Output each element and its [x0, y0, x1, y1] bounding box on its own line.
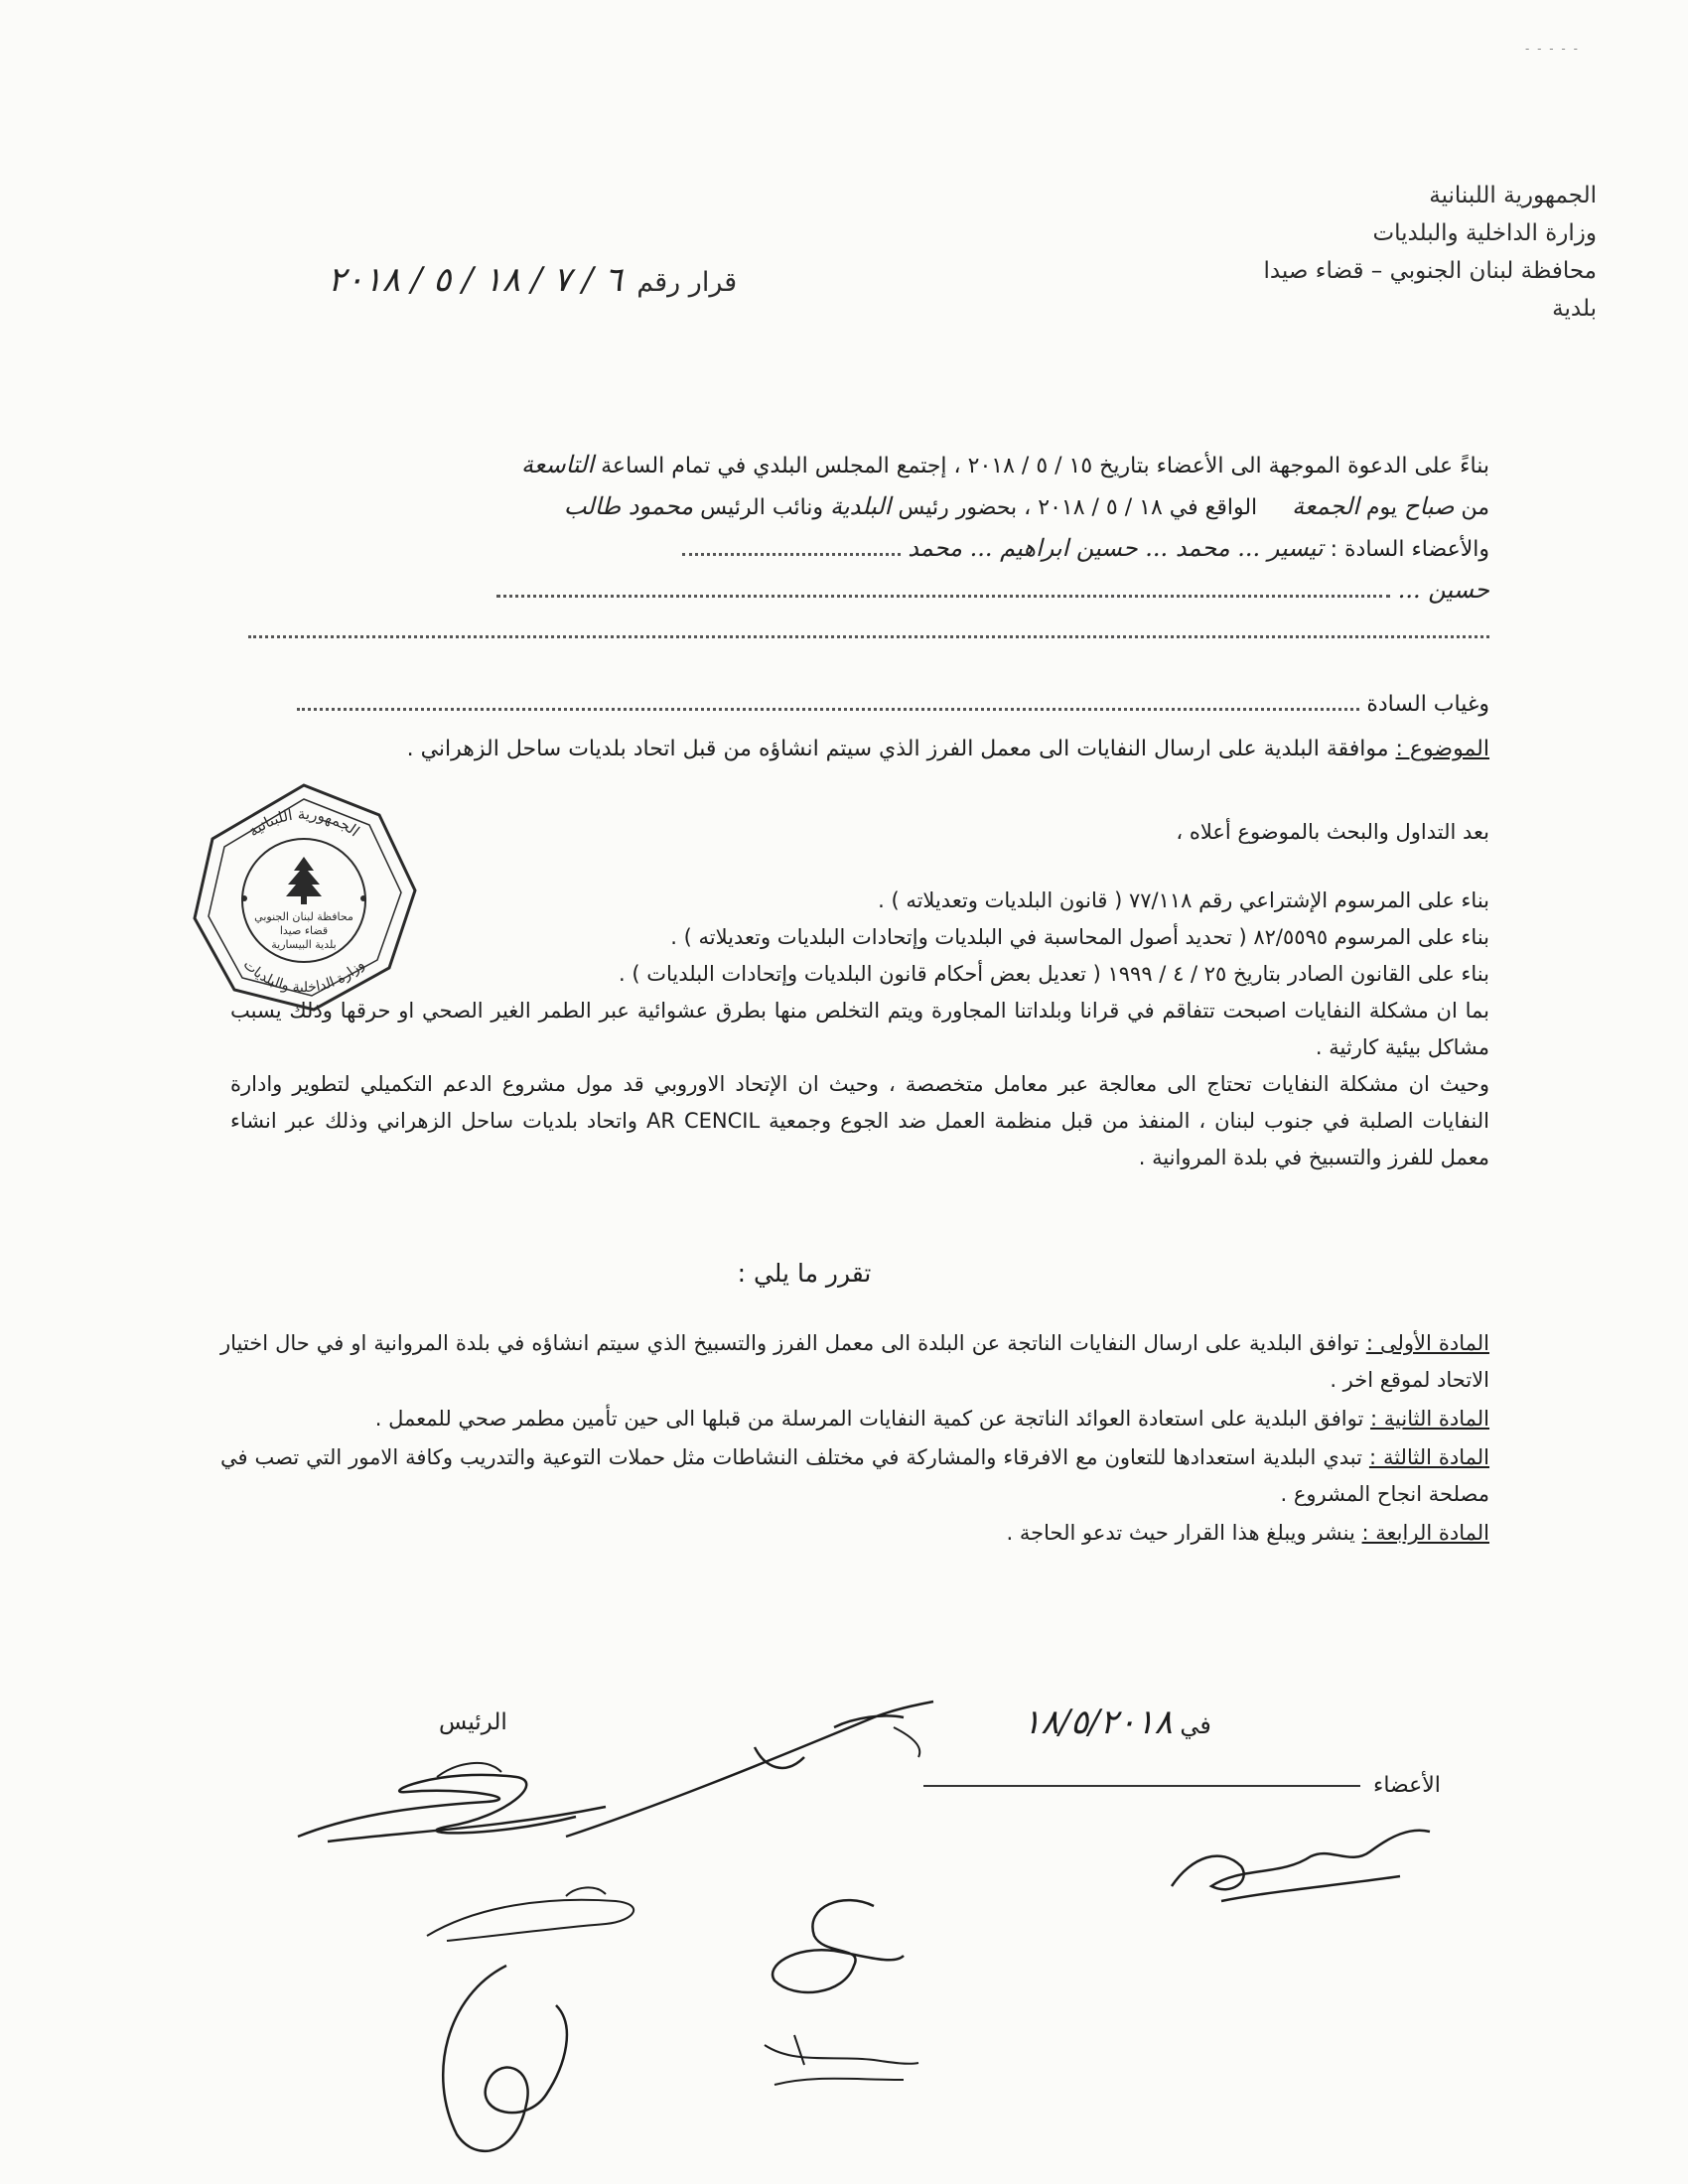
- member-signature-1: [556, 1688, 953, 1846]
- legal-basis-1: بناء على المرسوم الإشتراعي رقم ٧٧/١١٨ ( قانون البلديات وتعديلاته ) .: [878, 888, 1489, 912]
- decision-underline-mark: [318, 290, 874, 310]
- members-present-handwritten-2: حسين ...: [1390, 576, 1489, 604]
- vice-president-label: ونائب الرئيس: [700, 495, 824, 520]
- letterhead-governorate: محافظة لبنان الجنوبي – قضاء صيدا: [1263, 258, 1597, 284]
- decision-number-handwritten: ٦ / ٧ / ١٨ / ٥ / ٢٠١٨: [328, 260, 623, 300]
- members-signature-label: [923, 1773, 1441, 1798]
- members-present-label: والأعضاء السادة :: [1330, 537, 1489, 562]
- meeting-day-label: يوم: [1365, 495, 1398, 520]
- member-signature-6: [417, 1956, 596, 2164]
- dotted-fill: [682, 553, 901, 556]
- stamp-inner-line1: محافظة لبنان الجنوبي: [254, 910, 353, 923]
- meeting-time-handwritten: صباح: [1404, 492, 1455, 520]
- member-signature-3: [417, 1866, 675, 1956]
- stamp-outer-bottom: وزارة الداخلية والبلديات: [239, 956, 368, 997]
- meeting-line-members: [169, 528, 1489, 570]
- meeting-from-label: من: [1461, 495, 1489, 520]
- members-label: الأعضاء: [1373, 1773, 1441, 1798]
- article-1: [220, 1325, 1489, 1399]
- article-4-label: المادة الرابعة :: [1361, 1521, 1489, 1545]
- article-3: [220, 1439, 1489, 1513]
- stamp-inner-line2: قضاء صيدا: [279, 924, 329, 937]
- vice-president-handwritten: محمود طالب: [563, 492, 694, 520]
- article-4: [220, 1515, 1489, 1552]
- cedar-emblem-icon: [286, 857, 322, 904]
- articles: [220, 1325, 1489, 1554]
- meeting-date-text: الواقع في ١٨ / ٥ / ٢٠١٨ ، بحضور رئيس: [898, 495, 1258, 520]
- decides-heading: تقرر ما يلي :: [737, 1259, 872, 1288]
- official-stamp: [185, 779, 423, 1018]
- dotted-fill: [248, 635, 1489, 638]
- dotted-fill: [297, 708, 1359, 711]
- signing-date-handwritten: ١٨/٥/٢٠١٨: [1023, 1703, 1173, 1742]
- meeting-line-members-2: [169, 570, 1489, 612]
- absent-label: وغياب السادة: [1366, 692, 1489, 717]
- member-signature-4: [755, 1886, 914, 2015]
- meeting-hour-handwritten: التاسعة: [521, 451, 595, 478]
- letterhead: [1041, 177, 1597, 328]
- member-signature-5: [755, 2025, 923, 2105]
- subject-text: موافقة البلدية على ارسال النفايات الى معمل الفرز الذي سيتم انشاؤه من قبل اتحاد بلديات ساحل الزهراني .: [406, 737, 1389, 761]
- article-2: [220, 1401, 1489, 1437]
- meeting-intro: [169, 445, 1489, 725]
- members-rule: [923, 1785, 1360, 1787]
- subject-label: الموضوع :: [1395, 737, 1489, 761]
- whereas-1: بما ان مشكلة النفايات اصبحت تتفاقم في قرانا وبلداتنا المجاورة ويتم التخلص منها بطرق عشوائية عبر الطمر الغير الصحي او حرقها وذلك يسبب مشاكل بيئية كارثية .: [230, 999, 1489, 1059]
- member-signature-2: [1162, 1807, 1440, 1916]
- signing-date: [1023, 1703, 1211, 1742]
- meeting-line-absent: [169, 684, 1489, 725]
- members-present-handwritten: تيسير ... محمد ... حسين ابراهيم ... محمد: [908, 534, 1324, 562]
- stamp-outer-top: الجمهورية اللبنانية: [244, 804, 363, 841]
- article-4-text: ينشر ويبلغ هذا القرار حيث تدعو الحاجة .: [1006, 1521, 1355, 1545]
- signing-date-prefix: في: [1180, 1711, 1211, 1739]
- meeting-invitation-text: بناءً على الدعوة الموجهة الى الأعضاء بتاريخ ١٥ / ٥ / ٢٠١٨ ، إجتمع المجلس البلدي في تمام الساعة: [601, 454, 1489, 478]
- article-2-text: توافق البلدية على استعادة العوائد الناتجة عن كمية النفايات المرسلة من قبلها الى حين تأمين مطمر صحي للمعمل .: [374, 1407, 1364, 1431]
- article-3-label: المادة الثالثة :: [1368, 1445, 1490, 1469]
- meeting-day-handwritten: الجمعة: [1292, 492, 1359, 520]
- president-label: الرئيس: [439, 1709, 507, 1735]
- legal-basis-2: بناء على المرسوم ٨٢/٥٥٩٥ ( تحديد أصول المحاسبة في البلديات وإتحادات البلديات وتعديلاته ) .: [670, 925, 1489, 949]
- president-name-handwritten: البلدية: [830, 492, 892, 520]
- decision-number-label: قرار رقم: [636, 267, 738, 298]
- letterhead-ministry: وزارة الداخلية والبلديات: [1372, 220, 1597, 246]
- legal-basis-3: بناء على القانون الصادر بتاريخ ٢٥ / ٤ / ١٩٩٩ ( تعديل بعض أحكام قانون البلديات وإتحادات البلديات ) .: [619, 962, 1489, 986]
- article-1-label: المادة الأولى :: [1365, 1331, 1489, 1355]
- meeting-line-blank: [169, 612, 1489, 652]
- meeting-line-2: [169, 486, 1489, 528]
- article-2-label: المادة الثانية :: [1370, 1407, 1489, 1431]
- dotted-fill: [496, 595, 1390, 598]
- deliberation-line: بعد التداول والبحث بالموضوع أعلاه ،: [1176, 820, 1489, 844]
- stamp-inner-line3: بلدية البيسارية: [271, 938, 337, 951]
- meeting-line-1: [169, 445, 1489, 486]
- article-1-text: توافق البلدية على ارسال النفايات الناتجة عن البلدة الى معمل الفرز والتسبيخ الذي سيتم انشاؤه في بلدة المروانية او في حال اختيار الاتحاد لموقع اخر .: [220, 1331, 1489, 1392]
- article-3-text: تبدي البلدية استعدادها للتعاون مع الافرقاء والمشاركة في مختلف النشاطات مثل حملات التوعية والتدريب وكافة الامور التي تصب في مصلحة انجاح المشروع .: [220, 1445, 1489, 1506]
- whereas-2: وحيث ان مشكلة النفايات تحتاج الى معالجة عبر معامل متخصصة ، وحيث ان الإتحاد الاوروبي قد مول مشروع الدعم التكميلي لتطوير وادارة النفايات الصلبة في جنوب لبنان ، المنفذ من قبل منظمة العمل ضد الجوع وجمعية AR CENCIL واتحاد بلديات ساحل الزهراني وذلك عبر انشاء معمل للفرز والتسبيخ في بلدة المروانية .: [230, 1072, 1489, 1169]
- letterhead-municipality: بلدية: [1552, 296, 1597, 322]
- subject: [209, 733, 1489, 766]
- letterhead-republic: الجمهورية اللبنانية: [1429, 183, 1597, 208]
- scan-mark: - - - - -: [1525, 42, 1580, 56]
